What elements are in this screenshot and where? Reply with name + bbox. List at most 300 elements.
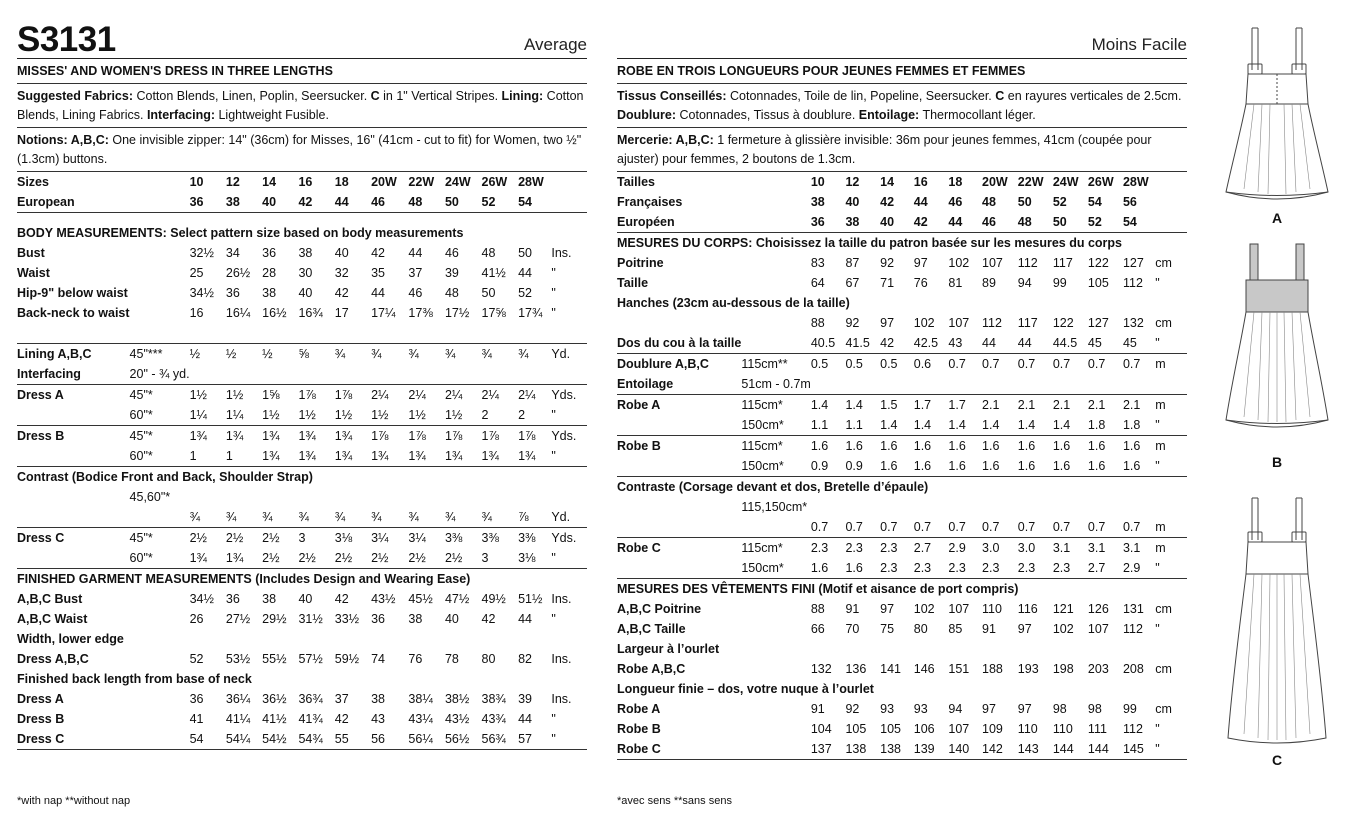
fabric-width: [130, 213, 190, 224]
size-value: 203: [1087, 662, 1109, 676]
size-value: 1.6: [982, 439, 1000, 453]
size-value: 93: [880, 702, 895, 716]
size-value: [226, 487, 262, 507]
table-row: [17, 589, 587, 609]
size-value: 18: [948, 175, 963, 189]
size-value: 54: [190, 729, 226, 750]
size-value: 1⅞: [334, 388, 353, 402]
size-value: 42: [334, 592, 349, 606]
size-value: 2.1: [1017, 398, 1036, 412]
size-value: 33½: [334, 612, 360, 626]
size-value: 85: [948, 622, 963, 636]
unit: Yds.: [551, 531, 577, 545]
size-value: 41½: [262, 712, 287, 726]
section-heading: Width, lower edge: [17, 632, 124, 646]
size-value: 46: [371, 192, 408, 213]
size-value: [371, 364, 408, 385]
size-value: 45½: [408, 592, 433, 606]
size-value: 126: [1087, 602, 1109, 616]
size-value: 122: [1087, 256, 1109, 270]
fabric-width: [130, 649, 190, 669]
fabric-width: 115cm*: [741, 541, 783, 555]
size-value: 42: [334, 712, 349, 726]
size-value: 1.6: [880, 456, 914, 477]
size-value: 37: [334, 692, 349, 706]
size-value: [190, 323, 226, 344]
body-text: Cotton Blends, Linen, Poplin, Seersucker.: [133, 89, 371, 103]
size-value: [445, 213, 482, 224]
size-value: 1: [190, 446, 226, 467]
unit: m: [1155, 357, 1166, 371]
size-value: [518, 487, 551, 507]
size-value: 0.7: [1123, 517, 1155, 538]
size-value: 1¾: [262, 429, 280, 443]
table-row: [17, 487, 587, 507]
size-value: ⅞: [518, 507, 551, 528]
size-value: 40: [262, 192, 298, 213]
size-value: 107: [948, 602, 970, 616]
size-value: 54: [1123, 212, 1155, 233]
row-label: Robe C: [617, 739, 741, 760]
size-value: 0.7: [880, 517, 914, 538]
size-value: 82: [518, 652, 532, 666]
size-value: 75: [880, 622, 895, 636]
sketch-label: C: [1271, 752, 1283, 768]
size-value: 50: [481, 286, 496, 300]
difficulty-level: Moins Facile: [1091, 35, 1187, 54]
row-label: [17, 446, 130, 467]
size-value: [226, 364, 262, 385]
table-row: [617, 212, 1187, 233]
size-value: [914, 497, 949, 517]
size-value: 94: [1017, 276, 1032, 290]
size-value: ¾: [408, 347, 419, 361]
size-value: 1⅞: [298, 388, 316, 402]
size-value: ¾: [335, 507, 371, 528]
section-heading: Longueur finie – dos, votre nuque à l’ourlet: [617, 682, 874, 696]
fabric-width: 45"*: [129, 429, 153, 443]
label-text: Interfacing:: [146, 108, 215, 122]
size-value: 140: [948, 739, 982, 760]
size-value: 0.7: [1018, 517, 1053, 538]
unit: ": [1155, 333, 1187, 354]
size-value: 2½: [225, 531, 244, 545]
size-value: 34½: [189, 592, 214, 606]
size-value: 1.6: [1018, 456, 1053, 477]
table-row: [617, 619, 1187, 639]
size-value: [811, 497, 846, 517]
label-text: Lining:: [501, 89, 544, 103]
table-row: [617, 517, 1187, 538]
size-value: 1½: [262, 405, 298, 426]
unit: ": [1155, 456, 1187, 477]
garment-title: MISSES' AND WOMEN'S DRESS IN THREE LENGTHS: [17, 59, 587, 84]
table-row: [617, 558, 1187, 579]
unit: Yds.: [551, 429, 577, 443]
size-value: 3: [482, 548, 519, 569]
size-value: [880, 497, 914, 517]
size-value: 54½: [262, 729, 298, 750]
section-heading: MESURES DU CORPS: Choisissez la taille du patron basée sur les mesures du corps: [617, 236, 1123, 250]
sketch-label: B: [1271, 454, 1283, 470]
size-value: 97: [880, 602, 895, 616]
size-value: 1.6: [913, 439, 932, 453]
table-row: [17, 283, 587, 303]
label-text: Entoilage:: [858, 108, 920, 122]
size-value: 1⅞: [371, 429, 389, 443]
size-value: 1¾: [371, 446, 408, 467]
size-value: 36: [225, 286, 240, 300]
size-value: 44: [408, 246, 423, 260]
unit: [1155, 172, 1187, 192]
size-value: 102: [913, 602, 935, 616]
unit: Ins.: [551, 246, 572, 260]
size-value: 3.1: [1122, 541, 1141, 555]
size-value: 1¾: [298, 446, 334, 467]
size-value: [845, 497, 880, 517]
unit: m: [1155, 439, 1166, 453]
size-value: 38: [262, 592, 277, 606]
dress-sketch-b: [1222, 242, 1332, 470]
size-value: 34½: [189, 286, 214, 300]
unit: Ins.: [551, 652, 572, 666]
row-label: [17, 213, 130, 224]
size-value: 40: [298, 286, 313, 300]
row-label: Bust: [17, 246, 45, 260]
fabric-width: [741, 719, 810, 739]
size-value: 110: [1052, 722, 1073, 736]
size-value: 43¼: [408, 712, 433, 726]
size-value: 1.6: [948, 456, 982, 477]
table-row: [617, 333, 1187, 354]
size-value: 1¼: [190, 405, 226, 426]
size-value: 0.5: [845, 357, 863, 371]
unit: [551, 213, 587, 224]
size-value: 17: [334, 306, 349, 320]
body-text: One invisible zipper: 14" (36cm) for Misses, 16" (41cm - cut to fit) for Women, two ½" (1.3cm) buttons.: [17, 133, 582, 166]
size-value: 102: [948, 256, 970, 270]
size-value: 54: [518, 192, 551, 213]
size-value: [190, 364, 226, 385]
size-value: 0.7: [914, 517, 949, 538]
size-value: 52: [1052, 195, 1067, 209]
size-value: [445, 487, 482, 507]
size-value: 1⅞: [444, 429, 463, 443]
size-value: ½: [189, 347, 201, 361]
fabric-width: 150cm*: [741, 558, 810, 579]
unit: m: [1155, 541, 1166, 555]
row-label: Entoilage: [617, 374, 741, 395]
table-row: [17, 344, 587, 365]
size-value: 45: [1088, 333, 1123, 354]
unit: Yd.: [551, 507, 587, 528]
size-value: 1.8: [1088, 415, 1123, 436]
size-value: 111: [1087, 722, 1107, 736]
table-row: [617, 436, 1187, 457]
body-text: Cotton Blends, Lining Fabrics.: [17, 89, 584, 122]
size-value: 38: [298, 246, 313, 260]
unit: [551, 487, 587, 507]
size-value: 1⅞: [408, 429, 426, 443]
row-label: Robe A,B,C: [617, 662, 686, 676]
fabric-width: 51cm - 0.7m: [741, 374, 810, 395]
row-label: Waist: [17, 266, 50, 280]
size-value: [811, 374, 846, 395]
size-value: 20W: [371, 175, 397, 189]
size-value: 48: [982, 195, 996, 209]
size-value: 1.6: [1053, 456, 1088, 477]
size-value: 2½: [262, 531, 280, 545]
row-label: Robe B: [617, 722, 661, 736]
size-value: [371, 323, 408, 344]
size-value: [408, 364, 445, 385]
body-text: Thermocollant léger.: [919, 108, 1036, 122]
size-value: 0.7: [948, 357, 966, 371]
size-value: 2.9: [1123, 558, 1155, 579]
fabric-width: [130, 172, 190, 192]
french-panel: [617, 14, 1187, 760]
size-value: ¾: [481, 347, 492, 361]
size-value: 146: [913, 662, 935, 676]
size-value: 52: [518, 286, 532, 300]
size-value: 36: [225, 592, 240, 606]
size-value: 0.7: [982, 357, 1000, 371]
size-value: 26: [189, 612, 204, 626]
size-value: 50: [1053, 212, 1088, 233]
size-value: 132: [810, 662, 832, 676]
unit: cm: [1155, 702, 1172, 716]
label-text: C: [995, 89, 1005, 103]
size-value: 1.5: [880, 398, 898, 412]
fabric-width: [130, 689, 190, 709]
size-value: 107: [982, 256, 1003, 270]
size-value: 112: [1122, 622, 1143, 636]
size-value: 112: [1017, 256, 1038, 270]
table-row: [617, 538, 1187, 559]
size-value: [445, 364, 482, 385]
unit: Yd.: [551, 347, 571, 361]
table-row: [617, 313, 1187, 333]
size-value: 46: [444, 246, 459, 260]
table-row: [17, 243, 587, 263]
size-value: 26W: [481, 175, 508, 189]
size-value: 41½: [481, 266, 506, 280]
size-value: 78: [444, 652, 459, 666]
size-value: 94: [948, 702, 963, 716]
size-value: 3⅛: [334, 531, 353, 545]
size-value: 193: [1017, 662, 1039, 676]
size-value: 54: [1087, 195, 1102, 209]
size-value: 47½: [444, 592, 470, 606]
row-label: [17, 507, 130, 528]
size-value: 102: [913, 316, 935, 330]
size-value: 2.1: [1122, 398, 1141, 412]
size-value: 2½: [408, 548, 445, 569]
size-value: 1.6: [1088, 456, 1123, 477]
section-heading: MESURES DES VÊTEMENTS FINI (Motif et aisance de port compris): [617, 582, 1019, 596]
size-value: 0.7: [1052, 357, 1071, 371]
row-label: [17, 405, 130, 426]
size-value: [262, 364, 298, 385]
size-value: 2½: [298, 548, 334, 569]
size-value: [880, 374, 914, 395]
size-value: 1.8: [1123, 415, 1155, 436]
size-value: 24W: [1052, 175, 1079, 189]
unit: Yds.: [551, 388, 577, 402]
size-value: 46: [948, 195, 963, 209]
unit: ": [551, 729, 587, 750]
size-value: 110: [1017, 722, 1038, 736]
size-value: 3.1: [1087, 541, 1106, 555]
size-value: 2.1: [1052, 398, 1071, 412]
size-value: 36: [190, 192, 226, 213]
size-value: 80: [913, 622, 928, 636]
size-value: 41.5: [845, 333, 880, 354]
size-value: 40: [845, 195, 860, 209]
unit: ": [551, 712, 556, 726]
size-value: 56½: [445, 729, 482, 750]
yardage-table: [617, 172, 1187, 760]
size-value: 1.1: [845, 415, 880, 436]
table-row: [17, 405, 587, 426]
unit: cm: [1155, 256, 1172, 270]
size-value: 43½: [371, 592, 396, 606]
body-text: Lightweight Fusible.: [215, 108, 329, 122]
unit: [1155, 497, 1187, 517]
row-label: [17, 548, 130, 569]
size-value: 2.3: [1018, 558, 1053, 579]
size-value: 1½: [408, 405, 445, 426]
unit: [1155, 192, 1187, 212]
fabric-width: [741, 619, 810, 639]
size-value: 1.7: [948, 398, 966, 412]
size-value: 0.7: [1122, 357, 1141, 371]
size-value: 43¾: [481, 712, 506, 726]
row-label: A,B,C Poitrine: [617, 602, 702, 616]
table-row: [17, 446, 587, 467]
size-value: 1½: [335, 405, 371, 426]
size-value: 43½: [444, 712, 470, 726]
fabric-width: [741, 212, 810, 233]
table-row: [617, 679, 1187, 699]
size-value: 2½: [262, 548, 298, 569]
size-value: 36¾: [298, 692, 323, 706]
unit: Ins.: [551, 592, 572, 606]
size-value: 139: [914, 739, 949, 760]
size-value: 16: [189, 306, 204, 320]
size-value: 44: [982, 333, 1018, 354]
size-value: 36: [262, 246, 277, 260]
fabric-width: [741, 517, 810, 538]
table-row: [17, 263, 587, 283]
size-value: [1123, 374, 1155, 395]
size-value: 97: [913, 256, 928, 270]
size-value: 1.6: [880, 439, 898, 453]
row-label: [17, 323, 130, 344]
size-value: 36½: [262, 692, 287, 706]
fabric-width: [130, 507, 190, 528]
size-value: ¾: [371, 347, 382, 361]
fabric-width: [130, 709, 190, 729]
table-row: [617, 293, 1187, 313]
size-value: 1.1: [811, 415, 846, 436]
size-value: 1½: [189, 388, 207, 402]
size-value: 2.3: [845, 541, 863, 555]
size-value: [518, 213, 551, 224]
size-value: 105: [880, 722, 901, 736]
size-value: 105: [845, 722, 867, 736]
size-value: 97: [1017, 702, 1032, 716]
size-value: 44: [913, 195, 928, 209]
size-value: 2.3: [880, 558, 914, 579]
size-value: 2.3: [948, 558, 982, 579]
table-row: [617, 477, 1187, 498]
size-value: 2.9: [948, 541, 966, 555]
unit: [1155, 374, 1187, 395]
size-value: ¾: [444, 347, 456, 361]
size-value: 0.5: [810, 357, 829, 371]
size-value: 87: [845, 256, 860, 270]
size-value: 91: [845, 602, 860, 616]
unit: [551, 192, 587, 213]
size-value: 41¾: [298, 712, 323, 726]
row-label: Back-neck to waist: [17, 306, 130, 320]
size-value: 36: [811, 212, 846, 233]
size-value: [982, 374, 1018, 395]
row-label: Dress B: [17, 429, 65, 443]
size-value: 24W: [444, 175, 471, 189]
size-value: 42: [880, 195, 895, 209]
size-value: 42: [481, 612, 496, 626]
fabric-width: [130, 243, 190, 263]
table-row: [17, 426, 587, 447]
english-panel: [17, 14, 587, 750]
size-value: [298, 364, 334, 385]
size-value: 42.5: [914, 333, 949, 354]
size-value: 0.7: [982, 517, 1018, 538]
row-label: [617, 558, 741, 579]
size-value: [298, 213, 334, 224]
size-value: 1.4: [810, 398, 829, 412]
row-label: [17, 487, 130, 507]
size-value: 1¾: [225, 429, 244, 443]
size-value: 55: [335, 729, 371, 750]
size-value: 107: [948, 316, 970, 330]
size-value: ¾: [226, 507, 262, 528]
size-value: 42: [914, 212, 949, 233]
size-value: 2.7: [913, 541, 932, 555]
size-value: 137: [811, 739, 846, 760]
size-value: 105: [1087, 276, 1109, 290]
size-value: 1⅞: [481, 429, 499, 443]
size-value: 81: [948, 276, 963, 290]
size-value: 28W: [1122, 175, 1149, 189]
size-value: 44: [518, 266, 532, 280]
fabric-width: 115cm*: [741, 439, 783, 453]
row-label: Tailles: [617, 175, 655, 189]
size-value: ¾: [371, 507, 408, 528]
size-value: 3⅜: [518, 531, 536, 545]
size-value: [518, 323, 551, 344]
size-value: [371, 487, 408, 507]
size-value: ¾: [262, 507, 298, 528]
size-value: [226, 323, 262, 344]
fabric-width: [130, 303, 190, 323]
size-value: 1¾: [482, 446, 519, 467]
size-value: 0.6: [913, 357, 932, 371]
size-value: 56¾: [482, 729, 519, 750]
table-row: [17, 709, 587, 729]
